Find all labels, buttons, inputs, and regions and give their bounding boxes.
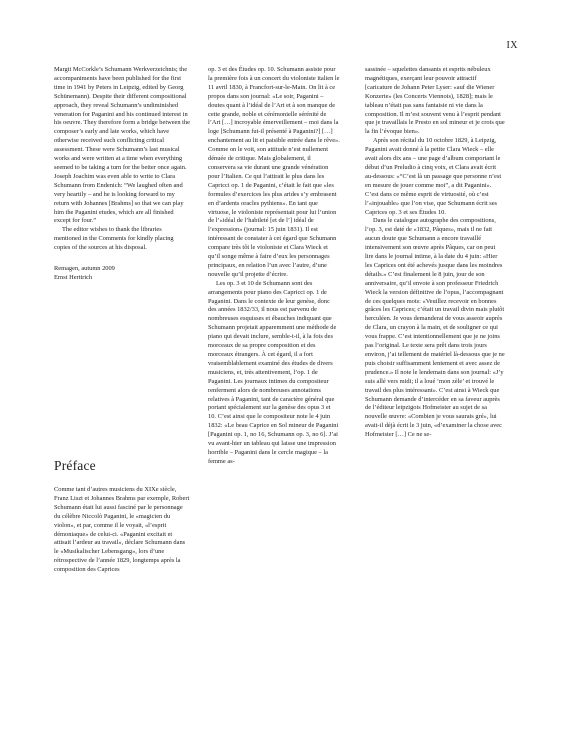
paragraph: Dans le catalogue autographe des compositions, l’op. 3, est daté de «1832, Pâques», mais il ne fait aucun doute que Schumann a encore travaillé intensivement son œuvre après Pâques, car on peut lire dans le journal intime, à la date du 4 juin: «Hier les Caprices ont été achevés jusque dans les moindres détails.» C’est finalement le 8 juin, jour de son anniversaire, qu’il envoie à son professeur Friedrich Wieck la version définitive de l’opus, l’accompagnant de ces quelques mots: «Veuillez recevoir en bonnes grâces les Caprices; c’était un travail divin mais plutôt herculéen. Je vous demanderai de vous asseoir auprès de Clara, un crayon à la main, et de souligner ce qui vous frappe. C’est intentionnellement que je ne joins pas l’original. Le texte sera prêt dans trois jours environ, j’ai tellement de matériel là-dessous que je ne puis choisir suffisamment lentement et avec assez de prudence.» Il note le lendemain dans son journal: «J’y suis allé vers midi; il a loué ‘mon zèle’ et trouvé le travail des plus intéressant». C’est ainsi à Wieck que Schumann demande d’intercéder en sa faveur auprès de l’éditeur leipzigois Hofmeister au sujet de sa nouvelle œuvre: «Combien je vous saurais gré», lui avait-il déjà écrit le 3 juin, «d’examiner la chose avec Hofmeister […] Ce ne se- xyxy=(365,217,505,439)
column-2-text xyxy=(208,66,340,467)
column-1-english-text xyxy=(54,66,190,283)
paragraph: Les op. 3 et 10 de Schumann sont des arrangements pour piano des Capricci op. 1 de Paganini. Dans le contexte de leur genèse, donc des années 1832/33, il nous est parvenu de nombreuses esquisses et ébauches indiquant que Schumann projetait apparemment une méthode de piano qui devait inclure, semble-t-il, à la fois des morceaux de sa propre composition et des morceaux étrangers. À cet égard, il a fort vraisemblablement examiné des études de divers musiciens, et, très attentivement, l’op. 1 de Paganini. Les journaux intimes du compositeur renferment alors de nombreuses annotations relatives à Paganini, tant de caractère général que portant spécialement sur la genèse des opus 3 et 10. C’est ainsi que le compositeur note le 4 juin 1832: «Le beau Caprice en Sol mineur de Paganini [Paganini op. 1, no 16, Schumann op. 3, no 6]. J’ai vu avant-hier un tableau qui laisse une impression horrible – Paganini dans le cercle magique – la femme as- xyxy=(208,279,339,465)
page-number: IX xyxy=(506,40,518,51)
place-date: Remagen, autumn 2009 xyxy=(54,265,115,273)
paragraph: Margit McCorkle’s Schumann Werkverzeichnis; the accompaniments have been published for the first time in 1941 by Peters in Leipzig, edited by Georg Schünemann). Despite their different compositional approach, they reveal Schumann’s undiminished veneration for Paganini and his continued interest in his oeuvre. They therefore form a bridge between the composer’s early and late works, which have otherwise received such conflicting critical assessment. These were Schumann’s last musical works and were written at a time when everything seemed to be taking a turn for the better once again. Joseph Joachim was even able to write to Clara Schumann from Endenich: “We laughed often and very heartily – and he is looking forward to my return with Johannes [Brahms] so that we can play him the Paganini etudes, which are all finished except for four.” xyxy=(54,66,190,225)
column-1-preface-text xyxy=(54,486,190,575)
paragraph: Après son récital du 10 octobre 1829, à Leipzig, Paganini avait donné à la petite Clara Wieck – elle avait alors dix ans – une page d’album comportant le début d’un Preludio à cinq voix, et Clara avait écrit au-dessous: «“C’est là un passage que personne n’est en mesure de jouer comme moi”, a dit Paganini». C’est dans ce même esprit de virtuosité, où c’est l’«injouable» que l’on vise, que Schumann écrit ses Caprices op. 3 et ses Études 10. xyxy=(365,137,502,216)
section-heading-preface: Préface xyxy=(54,458,96,473)
author-name: Ernst Herttrich xyxy=(54,273,93,281)
paragraph: op. 3 et des Études op. 10. Schumann assiste pour la première fois à un concert du violoniste italien le 11 avril 1830, à Francfort-sur-le-Main. On lit à ce propos dans son journal: «Le soir, Paganini – doutes quant à l’idéal de l’Art et à son manque de cette grande, noble et cérémonielle sérénité de l’Art […] incroyable émerveillement – moi dans la loge [Schumann fut-il présenté à Paganini?] […] enchantement au lit et paisible entrée dans le rêve». Comme on le voit, son attitude n’est nullement dénuée de critique. Mais globalement, il conservera sa vie durant une grande vénération pour l’Italien. Ce qui l’attirait le plus dans les Capricci op. 1 de Paganini, c’était le fait que «les formules d’exercices les plus arides s’y embrasent en d’ardents oracles pythiens». En tant que virtuose, le violoniste représentait pour lui l’union de l’«idéal de l’habileté [et de l’] idéal de l’expression» (journal: 15 juin 1831). Il est intéressant de constater à cet égard que Schumann compare très tôt le violoniste et Clara Wieck et qu’il songe même à faire d’eux les personnages principaux, en relation l’un avec l’autre, d’une nouvelle qu’il projette d’écrire. xyxy=(208,66,340,278)
column-3-text xyxy=(365,66,505,440)
paragraph: Comme tant d’autres musiciens du XIXe siècle, Franz Liszt et Johannes Brahms par exemple, Robert Schumann était lui aussi fasciné par le personnage du célèbre Niccolò Paganini, le «magicien du violon», et par, comme il le voyait, «l’esprit démoniaque» de celui-ci. «Paganini excitait et attisait l’ardeur au travail», déclare Schumann dans le «Musikalischer Lebensgang», lors d’une rétrospective de l’année 1829, longtemps après la composition des Caprices xyxy=(54,486,190,574)
paragraph: sassinée – squelettes dansants et esprits nébuleux magnétiques, exerçant leur pouvoir attractif [caricature de Johann Peter Lyser: «auf die Wiener Konzerte» (les Concerts Viennois), 1828]; mais le tableau n’était pas sans fantaisie ni vie dans la composition. Il m’est souvent venu à l’esprit pendant que je travaillais le Presto en sol mineur et je crois que la fin l’évoque bien». xyxy=(365,66,505,136)
paragraph: The editor wishes to thank the libraries mentioned in the Comments for kindly placing copies of the sources at his disposal. xyxy=(54,226,174,252)
